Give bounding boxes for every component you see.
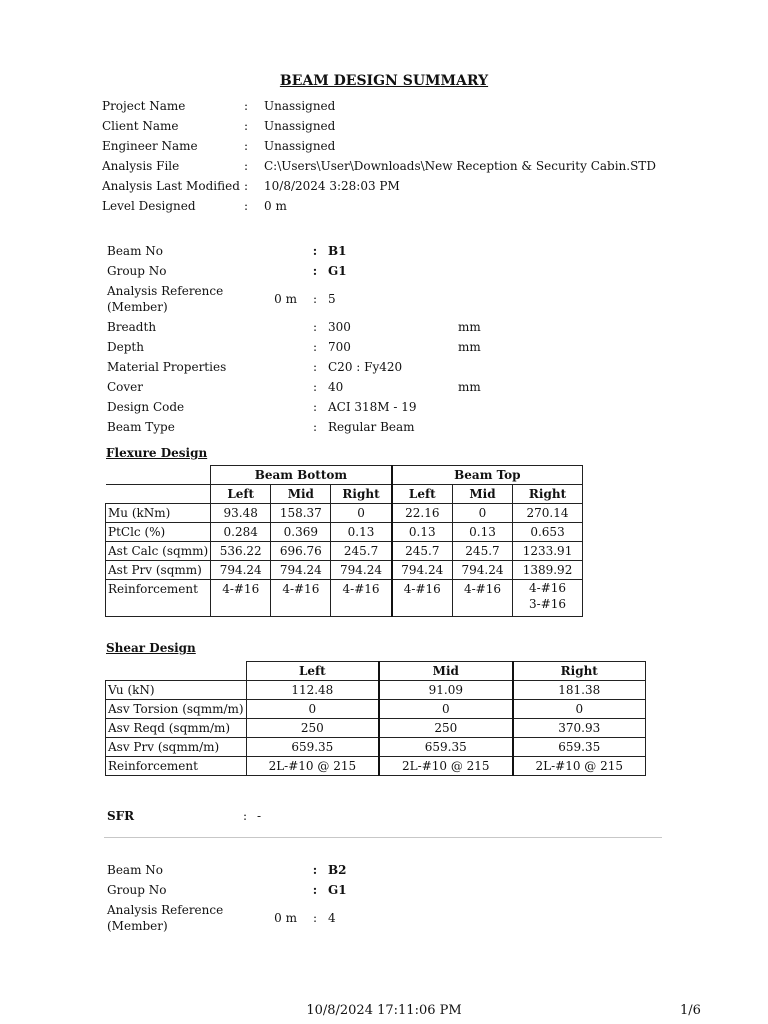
table-cell: 659.35 (246, 738, 379, 757)
separator: : (312, 380, 318, 394)
shear-design-table (105, 661, 646, 776)
field-label: Cover (107, 380, 144, 394)
separator: : (244, 99, 249, 113)
beam-b1-info (107, 241, 518, 437)
group-no-row (107, 880, 458, 900)
table-cell: 370.93 (513, 719, 646, 738)
table-row (106, 757, 646, 776)
table-cell: 112.48 (246, 681, 379, 700)
client-name-row (102, 116, 656, 136)
separator: : (244, 159, 249, 173)
separator: : (312, 360, 318, 374)
member-number: 5 (328, 292, 336, 306)
row-label: Ast Prv (sqmm) (106, 561, 211, 580)
field-label: Analysis File (102, 159, 180, 173)
row-label: PtClc (%) (106, 523, 211, 542)
table-cell: 181.38 (513, 681, 646, 700)
column-header: Mid (271, 485, 331, 504)
separator: : (312, 292, 318, 306)
separator: : (312, 244, 318, 258)
table-cell: 93.48 (211, 504, 271, 523)
table-cell: 0 (331, 504, 392, 523)
separator: : (244, 199, 249, 213)
field-label: Engineer Name (102, 139, 198, 153)
beam-no-row (107, 241, 518, 261)
table-cell: 0.369 (271, 523, 331, 542)
field-value: C20 : Fy420 (328, 360, 403, 374)
separator: : (243, 809, 248, 823)
field-label: Design Code (107, 400, 185, 414)
field-value: 40 (328, 380, 344, 394)
field-value: Unassigned (264, 99, 336, 113)
table-cell: 1233.91 (513, 542, 583, 561)
separator: : (312, 320, 318, 334)
analysis-file-row (102, 156, 656, 176)
table-cell: 245.7 (452, 542, 512, 561)
label-line: Analysis Reference (107, 903, 224, 917)
separator: : (244, 139, 249, 153)
field-value: - (257, 809, 262, 823)
beam-no-row (107, 860, 458, 880)
reinforcement-line: 4-#16 (529, 581, 567, 595)
field-value: 10/8/2024 3:28:03 PM (264, 179, 400, 193)
label-line: (Member) (107, 919, 168, 933)
member-number: 4 (328, 911, 336, 925)
table-cell: 794.24 (331, 561, 392, 580)
table-row (106, 681, 646, 700)
analysis-reference-row (107, 900, 458, 936)
page-title: BEAM DESIGN SUMMARY (279, 73, 489, 89)
field-value: 0 m (264, 199, 287, 213)
table-header-row (106, 662, 646, 681)
table-row (106, 580, 583, 617)
table-row (106, 719, 646, 738)
table-row (106, 738, 646, 757)
table-row (106, 700, 646, 719)
beam-number: B2 (328, 863, 347, 877)
table-cell: 250 (379, 719, 512, 738)
field-value: Unassigned (264, 139, 336, 153)
column-header: Right (331, 485, 392, 504)
table-cell: 794.24 (271, 561, 331, 580)
beam-type-row (107, 417, 518, 437)
table-cell: 245.7 (392, 542, 453, 561)
table-cell: 0 (379, 700, 512, 719)
column-header: Right (513, 662, 646, 681)
label-line: (Member) (107, 300, 168, 314)
table-cell: 4-#16 (452, 580, 512, 617)
table-cell: 4-#16 (211, 580, 271, 617)
field-label: Beam No (107, 244, 163, 258)
field-label: Beam Type (107, 420, 175, 434)
row-label: Asv Prv (sqmm/m) (106, 738, 247, 757)
column-group-header: Beam Top (392, 466, 583, 485)
row-label: Reinforcement (106, 757, 247, 776)
shear-design-heading: Shear Design (106, 641, 196, 655)
table-cell: 2L-#10 @ 215 (513, 757, 646, 776)
table-cell: 0.13 (331, 523, 392, 542)
table-cell: 2L-#10 @ 215 (379, 757, 512, 776)
row-label: Asv Reqd (sqmm/m) (106, 719, 247, 738)
analysis-modified-row (102, 176, 656, 196)
separator: : (312, 883, 318, 897)
field-label: Level Designed (102, 199, 196, 213)
column-header: Left (211, 485, 271, 504)
separator: : (244, 179, 249, 193)
table-cell: 4-#16 (331, 580, 392, 617)
project-info (102, 96, 656, 216)
column-header: Left (392, 485, 453, 504)
separator: : (244, 119, 249, 133)
project-name-row (102, 96, 656, 116)
analysis-reference-row (107, 281, 518, 317)
field-label: Beam No (107, 863, 163, 877)
level-value: 0 m (274, 911, 297, 925)
table-cell: 250 (246, 719, 379, 738)
breadth-row (107, 317, 518, 337)
field-label: Breadth (107, 320, 157, 334)
flexure-design-heading: Flexure Design (106, 446, 208, 460)
separator: : (312, 400, 318, 414)
table-cell: 0.13 (452, 523, 512, 542)
table-row (106, 523, 583, 542)
footer-datetime: 10/8/2024 17:11:06 PM (306, 1003, 462, 1018)
separator: : (312, 420, 318, 434)
beam-b2-info (107, 860, 458, 936)
table-cell: 659.35 (513, 738, 646, 757)
table-cell: 270.14 (513, 504, 583, 523)
table-cell: 0 (246, 700, 379, 719)
field-value: 300 (328, 320, 351, 334)
column-header: Mid (452, 485, 512, 504)
table-cell: 794.24 (392, 561, 453, 580)
unit-label: mm (458, 380, 481, 394)
separator: : (312, 340, 318, 354)
field-label: Group No (107, 264, 167, 278)
table-cell: 1389.92 (513, 561, 583, 580)
unit-label: mm (458, 340, 481, 354)
table-cell: 2L-#10 @ 215 (246, 757, 379, 776)
field-label: Material Properties (107, 360, 227, 374)
field-value: Unassigned (264, 119, 336, 133)
table-row (106, 561, 583, 580)
table-row (106, 504, 583, 523)
separator: : (312, 911, 318, 925)
table-subheader-row (106, 485, 583, 504)
table-cell: 4-#16 (271, 580, 331, 617)
table-cell: 794.24 (452, 561, 512, 580)
table-cell: 0.284 (211, 523, 271, 542)
page-number: 1/6 (680, 1003, 701, 1018)
table-cell: 22.16 (392, 504, 453, 523)
table-cell: 0 (452, 504, 512, 523)
field-label: Group No (107, 883, 167, 897)
level-designed-row (102, 196, 656, 216)
column-header: Left (246, 662, 379, 681)
field-value: C:\Users\User\Downloads\New Reception & Security Cabin.STD (264, 159, 656, 173)
row-label: Mu (kNm) (106, 504, 211, 523)
reinforcement-line: 3-#16 (529, 597, 567, 611)
field-label (107, 283, 257, 315)
field-label (107, 902, 257, 934)
row-label: Asv Torsion (sqmm/m) (106, 700, 247, 719)
separator: : (312, 863, 318, 877)
field-label: Project Name (102, 99, 186, 113)
column-header: Right (513, 485, 583, 504)
table-cell: 4-#16 (392, 580, 453, 617)
separator: : (312, 264, 318, 278)
depth-row (107, 337, 518, 357)
table-cell: 245.7 (331, 542, 392, 561)
field-label: Depth (107, 340, 144, 354)
table-cell: 158.37 (271, 504, 331, 523)
table-cell: 794.24 (211, 561, 271, 580)
table-row (106, 542, 583, 561)
group-number: G1 (328, 264, 347, 278)
column-group-header: Beam Bottom (211, 466, 392, 485)
divider (104, 837, 662, 838)
design-code-row (107, 397, 518, 417)
field-label: Analysis Last Modified (102, 179, 240, 193)
table-cell: 0.13 (392, 523, 453, 542)
field-label: Client Name (102, 119, 179, 133)
group-no-row (107, 261, 518, 281)
field-value: 700 (328, 340, 351, 354)
table-cell: 91.09 (379, 681, 512, 700)
cover-row (107, 377, 518, 397)
table-cell: 0.653 (513, 523, 583, 542)
level-value: 0 m (274, 292, 297, 306)
table-cell: 0 (513, 700, 646, 719)
table-cell: 536.22 (211, 542, 271, 561)
group-number: G1 (328, 883, 347, 897)
row-label: Reinforcement (106, 580, 211, 617)
label-line: Analysis Reference (107, 284, 224, 298)
field-value: ACI 318M - 19 (328, 400, 417, 414)
flexure-design-table (105, 465, 583, 617)
field-label: SFR (107, 809, 135, 823)
table-cell: 696.76 (271, 542, 331, 561)
table-cell (513, 580, 583, 617)
field-value: Regular Beam (328, 420, 415, 434)
beam-number: B1 (328, 244, 347, 258)
table-cell: 659.35 (379, 738, 512, 757)
column-header: Mid (379, 662, 512, 681)
unit-label: mm (458, 320, 481, 334)
engineer-name-row (102, 136, 656, 156)
table-header-row (106, 466, 583, 485)
material-row (107, 357, 518, 377)
row-label: Ast Calc (sqmm) (106, 542, 211, 561)
row-label: Vu (kN) (106, 681, 247, 700)
sfr-row (107, 806, 261, 826)
